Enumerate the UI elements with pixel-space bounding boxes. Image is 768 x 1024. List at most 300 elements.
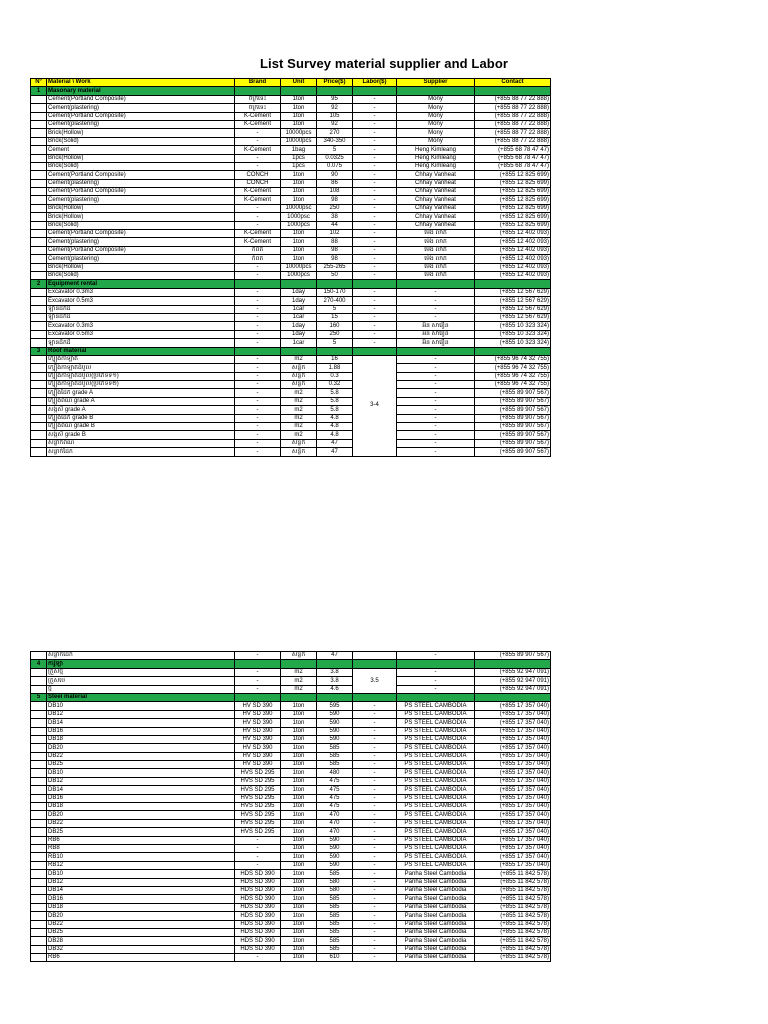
labor-cell: -: [353, 954, 397, 962]
table-row: [31, 414, 551, 422]
labor-cell: -: [353, 188, 397, 196]
contact-cell: (+855 11 842 578): [475, 895, 551, 903]
supplier-cell: Panha Steel Cambodia: [397, 920, 475, 928]
material-cell: DB28: [47, 937, 235, 945]
material-cell: ក្បឿងពណ៌ grade A: [47, 397, 235, 405]
table-row: [31, 836, 551, 844]
price-cell: 470: [317, 811, 353, 819]
contact-cell: (+855 68 78 47 47): [475, 146, 551, 154]
table-row: [31, 146, 551, 154]
price-cell: 47: [317, 439, 353, 447]
brand-cell: -: [235, 305, 281, 313]
unit-cell: 1ton: [281, 120, 317, 128]
brand-cell: HDS SD 390: [235, 912, 281, 920]
contact-cell: (+855 17 357 040): [475, 719, 551, 727]
unit-cell: m2: [281, 397, 317, 405]
supplier-cell: Mony: [397, 137, 475, 145]
price-cell: 108: [317, 188, 353, 196]
table-row: [31, 196, 551, 204]
unit-cell: 1ton: [281, 937, 317, 945]
price-cell: 15: [317, 313, 353, 321]
contact-cell: (+855 92 947 091): [475, 677, 551, 685]
material-cell: ឡានដឹកដី: [47, 313, 235, 321]
table-row: [31, 297, 551, 305]
unit-cell: m2: [281, 685, 317, 693]
brand-cell: -: [235, 355, 281, 363]
labor-cell: -: [353, 104, 397, 112]
price-cell: 585: [317, 744, 353, 752]
supplier-cell: PS STEEL CAMBODIA: [397, 786, 475, 794]
contact-cell: (+855 10 323 324): [475, 322, 551, 330]
table-row: [31, 120, 551, 128]
row-number-cell: [31, 364, 47, 372]
brand-cell: HVS SD 295: [235, 828, 281, 836]
contact-cell: (+855 17 357 040): [475, 794, 551, 802]
supplier-cell: Panha Steel Cambodia: [397, 937, 475, 945]
col-header-material: Material \ Work: [47, 79, 235, 87]
unit-cell: 1ton: [281, 238, 317, 246]
contact-cell: (+855 89 907 567): [475, 423, 551, 431]
supplier-cell: PS STEEL CAMBODIA: [397, 794, 475, 802]
row-number-cell: [31, 339, 47, 347]
row-number-cell: [31, 836, 47, 844]
col-header-no: Nº: [31, 79, 47, 87]
contact-cell: (+855 68 78 47 47): [475, 154, 551, 162]
price-cell: 98: [317, 196, 353, 204]
section-number: 3: [31, 347, 47, 355]
brand-cell: K-Cement: [235, 230, 281, 238]
table-row: [31, 381, 551, 389]
labor-cell: -: [353, 171, 397, 179]
supplier-cell: PS STEEL CAMBODIA: [397, 710, 475, 718]
unit-cell: 10000pcs: [281, 137, 317, 145]
supplier-cell: PS STEEL CAMBODIA: [397, 761, 475, 769]
contact-cell: (+855 11 842 578): [475, 903, 551, 911]
row-number-cell: [31, 652, 47, 660]
unit-cell: m2: [281, 423, 317, 431]
supplier-cell: -: [397, 423, 475, 431]
unit-cell: 1day: [281, 288, 317, 296]
row-number-cell: [31, 204, 47, 212]
brand-cell: HV SD 390: [235, 710, 281, 718]
labor-cell: -: [353, 853, 397, 861]
row-number-cell: [31, 381, 47, 389]
section-fill-cell: [317, 280, 353, 288]
unit-cell: 1ton: [281, 844, 317, 852]
price-cell: 585: [317, 928, 353, 936]
price-cell: 98: [317, 255, 353, 263]
table-row: [31, 744, 551, 752]
section-fill-cell: [235, 347, 281, 355]
section-fill-cell: [281, 347, 317, 355]
brand-cell: HVS SD 295: [235, 803, 281, 811]
contact-cell: (+855 12 825 699): [475, 179, 551, 187]
table-row: [31, 828, 551, 836]
section-fill-cell: [353, 347, 397, 355]
contact-cell: (+855 92 947 091): [475, 685, 551, 693]
section-fill-cell: [317, 87, 353, 95]
material-cell: Excavator 0.3m3: [47, 322, 235, 330]
section-number: 4: [31, 660, 47, 668]
brand-cell: HDS SD 390: [235, 870, 281, 878]
row-number-cell: [31, 129, 47, 137]
supplier-cell: អ៊ិន សារឿន: [397, 322, 475, 330]
supplier-cell: Chhay Vanheat: [397, 221, 475, 229]
row-number-cell: [31, 196, 47, 204]
brand-cell: -: [235, 836, 281, 844]
brand-cell: -: [235, 297, 281, 305]
price-cell: 3.8: [317, 668, 353, 676]
row-number-cell: [31, 668, 47, 676]
brand-cell: -: [235, 154, 281, 162]
material-cell: សង្កសី grade B: [47, 431, 235, 439]
table-row: [31, 263, 551, 271]
unit-cell: 1ton: [281, 903, 317, 911]
section-fill-cell: [397, 280, 475, 288]
labor-cell: -: [353, 112, 397, 120]
price-cell: 585: [317, 920, 353, 928]
contact-cell: (+855 89 907 567): [475, 397, 551, 405]
supplier-cell: -: [397, 313, 475, 321]
row-number-cell: [31, 853, 47, 861]
price-cell: 590: [317, 853, 353, 861]
material-cell: Brick(Hollow): [47, 213, 235, 221]
contact-cell: (+855 88 77 22 888): [475, 95, 551, 103]
material-cell: Cement: [47, 146, 235, 154]
row-number-cell: [31, 406, 47, 414]
table-row: [31, 895, 551, 903]
table-row: [31, 313, 551, 321]
contact-cell: (+855 12 567 629): [475, 305, 551, 313]
price-cell: 470: [317, 828, 353, 836]
brand-cell: HVS SD 295: [235, 794, 281, 802]
price-cell: 1.88: [317, 364, 353, 372]
unit-cell: 1ton: [281, 95, 317, 103]
unit-cell: 1ton: [281, 230, 317, 238]
unit-cell: 1car: [281, 313, 317, 321]
section-fill-cell: [397, 660, 475, 668]
material-cell: Cement(Portland Composite): [47, 112, 235, 120]
labor-cell: -: [353, 702, 397, 710]
price-cell: 98: [317, 246, 353, 254]
material-cell: Cement(plastering): [47, 179, 235, 187]
price-cell: 590: [317, 710, 353, 718]
brand-cell: -: [235, 853, 281, 861]
table-row: [31, 271, 551, 279]
supplier-cell: អ៊ិន សារឿន: [397, 339, 475, 347]
table-row: [31, 861, 551, 869]
unit-cell: 1ton: [281, 710, 317, 718]
material-cell: DB22: [47, 819, 235, 827]
brand-cell: -: [235, 263, 281, 271]
unit-cell: 1ton: [281, 769, 317, 777]
section-fill-cell: [397, 693, 475, 701]
material-cell: ក្បឿងកាឡាតដំបូល(ប្រភេទទី១): [47, 372, 235, 380]
price-cell: 102: [317, 230, 353, 238]
row-number-cell: [31, 120, 47, 128]
section-name: Roof material: [47, 347, 235, 355]
brand-cell: -: [235, 668, 281, 676]
row-number-cell: [31, 677, 47, 685]
brand-cell: -: [235, 397, 281, 405]
labor-cell: -: [353, 886, 397, 894]
supplier-cell: ម៉េង លាភ: [397, 263, 475, 271]
unit-cell: 10000psc: [281, 204, 317, 212]
row-number-cell: [31, 355, 47, 363]
section-fill-cell: [281, 693, 317, 701]
table-row: [31, 162, 551, 170]
row-number-cell: [31, 246, 47, 254]
table-row: [31, 372, 551, 380]
table-row: [31, 423, 551, 431]
table-row: [31, 735, 551, 743]
supplier-cell: ម៉េង លាភ: [397, 255, 475, 263]
material-cell: Brick(Hollow): [47, 154, 235, 162]
material-cell: ក្បឿងពណ៌ grade B: [47, 423, 235, 431]
table-row: [31, 920, 551, 928]
supplier-cell: Heng Kimleang: [397, 154, 475, 162]
unit-cell: m2: [281, 414, 317, 422]
brand-cell: HV SD 390: [235, 744, 281, 752]
material-cell: ក្បឿងកាឡាតដំបូល: [47, 364, 235, 372]
labor-cell: -: [353, 920, 397, 928]
price-cell: 0.32: [317, 381, 353, 389]
table-row: [31, 171, 551, 179]
supplier-cell: Heng Kimleang: [397, 146, 475, 154]
row-number-cell: [31, 297, 47, 305]
section-number: 2: [31, 280, 47, 288]
labor-cell: -: [353, 263, 397, 271]
price-cell: 5.8: [317, 406, 353, 414]
unit-cell: 1ton: [281, 895, 317, 903]
supplier-cell: -: [397, 668, 475, 676]
row-number-cell: [31, 803, 47, 811]
brand-cell: HV SD 390: [235, 702, 281, 710]
labor-cell: -: [353, 271, 397, 279]
labor-cell: -: [353, 844, 397, 852]
supplier-cell: Chhay Vanheat: [397, 213, 475, 221]
unit-cell: 1ton: [281, 104, 317, 112]
labor-cell: -: [353, 803, 397, 811]
unit-cell: 1ton: [281, 719, 317, 727]
brand-cell: -: [235, 652, 281, 660]
brand-cell: HV SD 390: [235, 761, 281, 769]
row-number-cell: [31, 137, 47, 145]
price-cell: 475: [317, 794, 353, 802]
table-row: [31, 397, 551, 405]
contact-cell: (+855 88 77 22 888): [475, 104, 551, 112]
material-cell: Brick(Solid): [47, 137, 235, 145]
labor-cell: -: [353, 828, 397, 836]
material-cell: RB6: [47, 836, 235, 844]
brand-cell: HVS SD 295: [235, 786, 281, 794]
material-cell: Cement(Portland Composite): [47, 95, 235, 103]
brand-cell: -: [235, 439, 281, 447]
price-cell: 585: [317, 895, 353, 903]
contact-cell: (+855 96 74 32 755): [475, 364, 551, 372]
contact-cell: (+855 17 357 040): [475, 752, 551, 760]
material-cell: ក្បឿងកាឡាត: [47, 355, 235, 363]
price-cell: 3.8: [317, 677, 353, 685]
material-cell: ក្បឿងដែក grade A: [47, 389, 235, 397]
supplier-cell: PS STEEL CAMBODIA: [397, 803, 475, 811]
labor-cell: -: [353, 836, 397, 844]
price-cell: 250: [317, 204, 353, 212]
material-cell: Brick(Solid): [47, 271, 235, 279]
brand-cell: CONCH: [235, 171, 281, 179]
labor-cell: -: [353, 246, 397, 254]
contact-cell: (+855 12 402 093): [475, 246, 551, 254]
price-cell: 50: [317, 271, 353, 279]
price-cell: 585: [317, 937, 353, 945]
price-cell: 590: [317, 861, 353, 869]
supplier-cell: -: [397, 288, 475, 296]
price-cell: 475: [317, 803, 353, 811]
section-header-row: [31, 87, 551, 95]
unit-cell: 1ton: [281, 246, 317, 254]
supplier-cell: Panha Steel Cambodia: [397, 954, 475, 962]
material-cell: សន្លាក់ដែក: [47, 448, 235, 456]
contact-cell: (+855 17 357 040): [475, 710, 551, 718]
row-number-cell: [31, 330, 47, 338]
row-number-cell: [31, 288, 47, 296]
row-number-cell: [31, 146, 47, 154]
labor-cell: -: [353, 154, 397, 162]
contact-cell: (+855 17 357 040): [475, 769, 551, 777]
material-cell: DB14: [47, 786, 235, 794]
brand-cell: -: [235, 861, 281, 869]
supplier-cell: ម៉េង លាភ: [397, 238, 475, 246]
row-number-cell: [31, 271, 47, 279]
unit-cell: 1ton: [281, 786, 317, 794]
contact-cell: (+855 89 907 567): [475, 448, 551, 456]
contact-cell: (+855 96 74 32 755): [475, 355, 551, 363]
table-row: [31, 702, 551, 710]
material-cell: Cement(Portland Composite): [47, 188, 235, 196]
supplier-table-page-1: [30, 78, 551, 457]
brand-cell: -: [235, 330, 281, 338]
brand-cell: HDS SD 390: [235, 937, 281, 945]
material-cell: Cement(plastering): [47, 104, 235, 112]
unit-cell: 1day: [281, 322, 317, 330]
row-number-cell: [31, 238, 47, 246]
row-number-cell: [31, 903, 47, 911]
table-row: [31, 928, 551, 936]
price-cell: 590: [317, 735, 353, 743]
supplier-cell: -: [397, 677, 475, 685]
supplier-cell: Panha Steel Cambodia: [397, 912, 475, 920]
section-fill-cell: [317, 693, 353, 701]
labor-merged-cell: 3-4: [353, 355, 397, 456]
contact-cell: (+855 12 825 699): [475, 221, 551, 229]
labor-cell: -: [353, 744, 397, 752]
supplier-cell: PS STEEL CAMBODIA: [397, 836, 475, 844]
price-cell: 86: [317, 179, 353, 187]
contact-cell: (+855 89 907 567): [475, 439, 551, 447]
brand-cell: K-Cement: [235, 146, 281, 154]
unit-cell: 1ton: [281, 811, 317, 819]
table-row: [31, 322, 551, 330]
row-number-cell: [31, 870, 47, 878]
material-cell: សន្លាក់ដែក: [47, 652, 235, 660]
unit-cell: 1ton: [281, 912, 317, 920]
table-row: [31, 878, 551, 886]
contact-cell: (+855 12 402 093): [475, 255, 551, 263]
supplier-cell: -: [397, 439, 475, 447]
table-row: [31, 431, 551, 439]
labor-cell: -: [353, 129, 397, 137]
labor-cell: -: [353, 313, 397, 321]
section-fill-cell: [397, 87, 475, 95]
unit-cell: m2: [281, 406, 317, 414]
brand-cell: HDS SD 390: [235, 945, 281, 953]
labor-cell: -: [353, 288, 397, 296]
material-cell: DB16: [47, 895, 235, 903]
labor-cell: -: [353, 769, 397, 777]
table-row: [31, 95, 551, 103]
labor-cell: -: [353, 794, 397, 802]
labor-cell: -: [353, 221, 397, 229]
row-number-cell: [31, 305, 47, 313]
contact-cell: (+855 12 567 629): [475, 288, 551, 296]
material-cell: DB20: [47, 811, 235, 819]
labor-cell: -: [353, 120, 397, 128]
supplier-cell: PS STEEL CAMBODIA: [397, 719, 475, 727]
contact-cell: (+855 89 907 567): [475, 389, 551, 397]
brand-cell: K-Cement: [235, 188, 281, 196]
price-cell: 88: [317, 238, 353, 246]
supplier-cell: Chhay Vanheat: [397, 171, 475, 179]
labor-cell: -: [353, 928, 397, 936]
supplier-cell: Panha Steel Cambodia: [397, 895, 475, 903]
table-row: [31, 668, 551, 676]
price-cell: 595: [317, 702, 353, 710]
brand-cell: HDS SD 390: [235, 903, 281, 911]
supplier-cell: Chhay Vanheat: [397, 179, 475, 187]
labor-cell: -: [353, 339, 397, 347]
supplier-cell: PS STEEL CAMBODIA: [397, 769, 475, 777]
supplier-cell: Mony: [397, 95, 475, 103]
supplier-table-page-2: [30, 651, 551, 962]
supplier-cell: អ៊ិន សារឿន: [397, 330, 475, 338]
contact-cell: (+855 12 825 699): [475, 196, 551, 204]
row-number-cell: [31, 372, 47, 380]
supplier-cell: -: [397, 414, 475, 422]
unit-cell: 1ton: [281, 928, 317, 936]
section-fill-cell: [475, 87, 551, 95]
labor-cell: -: [353, 710, 397, 718]
brand-cell: HDS SD 390: [235, 878, 281, 886]
unit-cell: 1ton: [281, 878, 317, 886]
table-row: [31, 803, 551, 811]
unit-cell: m2: [281, 431, 317, 439]
supplier-cell: Panha Steel Cambodia: [397, 870, 475, 878]
table-row: [31, 652, 551, 660]
table-row: [31, 213, 551, 221]
material-cell: Brick(Hollow): [47, 263, 235, 271]
material-cell: ថ្ម: [47, 685, 235, 693]
material-cell: Cement(plastering): [47, 120, 235, 128]
material-cell: DB18: [47, 803, 235, 811]
table-row: [31, 238, 551, 246]
unit-cell: 1ton: [281, 761, 317, 769]
unit-cell: 1ton: [281, 920, 317, 928]
supplier-cell: Panha Steel Cambodia: [397, 878, 475, 886]
unit-cell: សន្លឹក: [281, 448, 317, 456]
unit-cell: 1ton: [281, 255, 317, 263]
table-row: [31, 188, 551, 196]
price-cell: 95: [317, 95, 353, 103]
